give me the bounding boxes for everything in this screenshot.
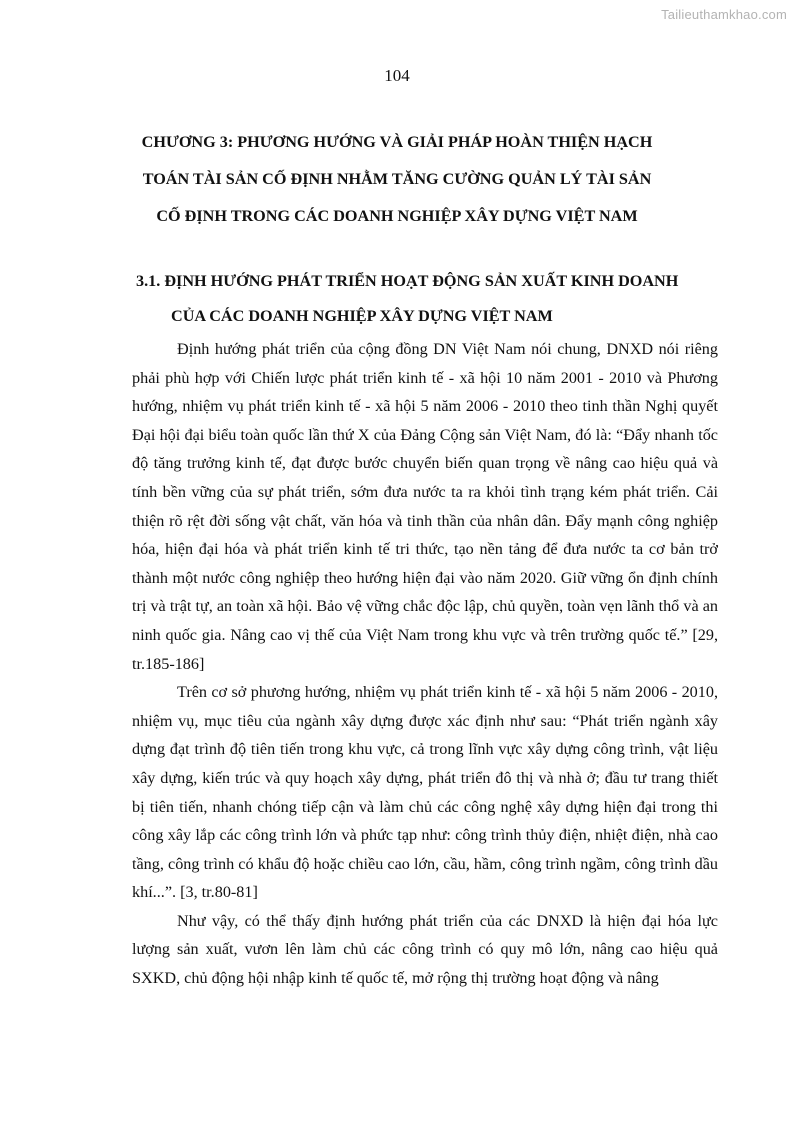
chapter-title-line: CHƯƠNG 3: PHƯƠNG HƯỚNG VÀ GIẢI PHÁP HOÀN THIỆN HẠCH (141, 133, 653, 151)
chapter-title-line: TOÁN TÀI SẢN CỐ ĐỊNH NHẰM TĂNG CƯỜNG QUẢN LÝ TÀI SẢN (142, 170, 652, 188)
paragraph: Định hướng phát triển của cộng đồng DN Việt Nam nói chung, DNXD nói riêng phải phù hợp với Chiến lược phát triển kinh tế - xã hội 10 năm 2001 - 2010 và Phương hướng, nhiệm vụ phát triển kinh tế - xã hội 5 năm 2006 - 2010 theo tinh thần Nghị quyết Đại hội đại biểu toàn quốc lần thứ X của Đảng Cộng sản Việt Nam, đó là: “Đẩy nhanh tốc độ tăng trưởng kinh tế, đạt được bước chuyển biến quan trọng về nâng cao hiệu quả và tính bền vững của sự phát triển, sớm đưa nước ta ra khỏi tình trạng kém phát triển. Cải thiện rõ rệt đời sống vật chất, văn hóa và tinh thần của nhân dân. Đẩy mạnh công nghiệp hóa, hiện đại hóa và phát triển kinh tế tri thức, tạo nền tảng để đưa nước ta cơ bản trở thành một nước công nghiệp theo hướng hiện đại vào năm 2020. Giữ vững ổn định chính trị và trật tự, an toàn xã hội. Bảo vệ vững chắc độc lập, chủ quyền, toàn vẹn lãnh thổ và an ninh quốc gia. Nâng cao vị thế của Việt Nam trong khu vực và trên trường quốc tế.” [29, tr.185-186] (132, 340, 718, 673)
section-heading-line: CỦA CÁC DOANH NGHIỆP XÂY DỰNG VIỆT NAM (171, 307, 553, 325)
chapter-title-line: CỐ ĐỊNH TRONG CÁC DOANH NGHIỆP XÂY DỰNG VIỆT NAM (156, 207, 638, 225)
paragraph: Như vậy, có thể thấy định hướng phát triển của các DNXD là hiện đại hóa lực lượng sản xuất, vươn lên làm chủ các công trình có quy mô lớn, nâng cao hiệu quả SXKD, chủ động hội nhập kinh tế quốc tế, mở rộng thị trường hoạt động và nâng (132, 911, 718, 988)
section-heading (136, 264, 726, 334)
watermark: Tailieuthamkhao.com (661, 7, 787, 22)
chapter-title (0, 124, 794, 235)
page-number: 104 (384, 66, 410, 85)
section-heading-line: 3.1. ĐỊNH HƯỚNG PHÁT TRIỂN HOẠT ĐỘNG SẢN XUẤT KINH DOANH (136, 272, 679, 290)
body-text (132, 335, 718, 993)
paragraph: Trên cơ sở phương hướng, nhiệm vụ phát triển kinh tế - xã hội 5 năm 2006 - 2010, nhiệm vụ, mục tiêu của ngành xây dựng được xác định như sau: “Phát triển ngành xây dựng đạt trình độ tiên tiến trong khu vực, cả trong lĩnh vực xây dựng công trình, vật liệu xây dựng, kiến trúc và quy hoạch xây dựng, phát triển đô thị và nhà ở; đầu tư trang thiết bị tiên tiến, nhanh chóng tiếp cận và làm chủ các công nghệ xây dựng hiện đại trong thi công xây lắp các công trình lớn và phức tạp như: công trình thủy điện, nhiệt điện, nhà cao tầng, công trình có khẩu độ hoặc chiều cao lớn, cầu, hầm, công trình ngầm, công trình dầu khí...”. [3, tr.80-81] (132, 683, 718, 902)
